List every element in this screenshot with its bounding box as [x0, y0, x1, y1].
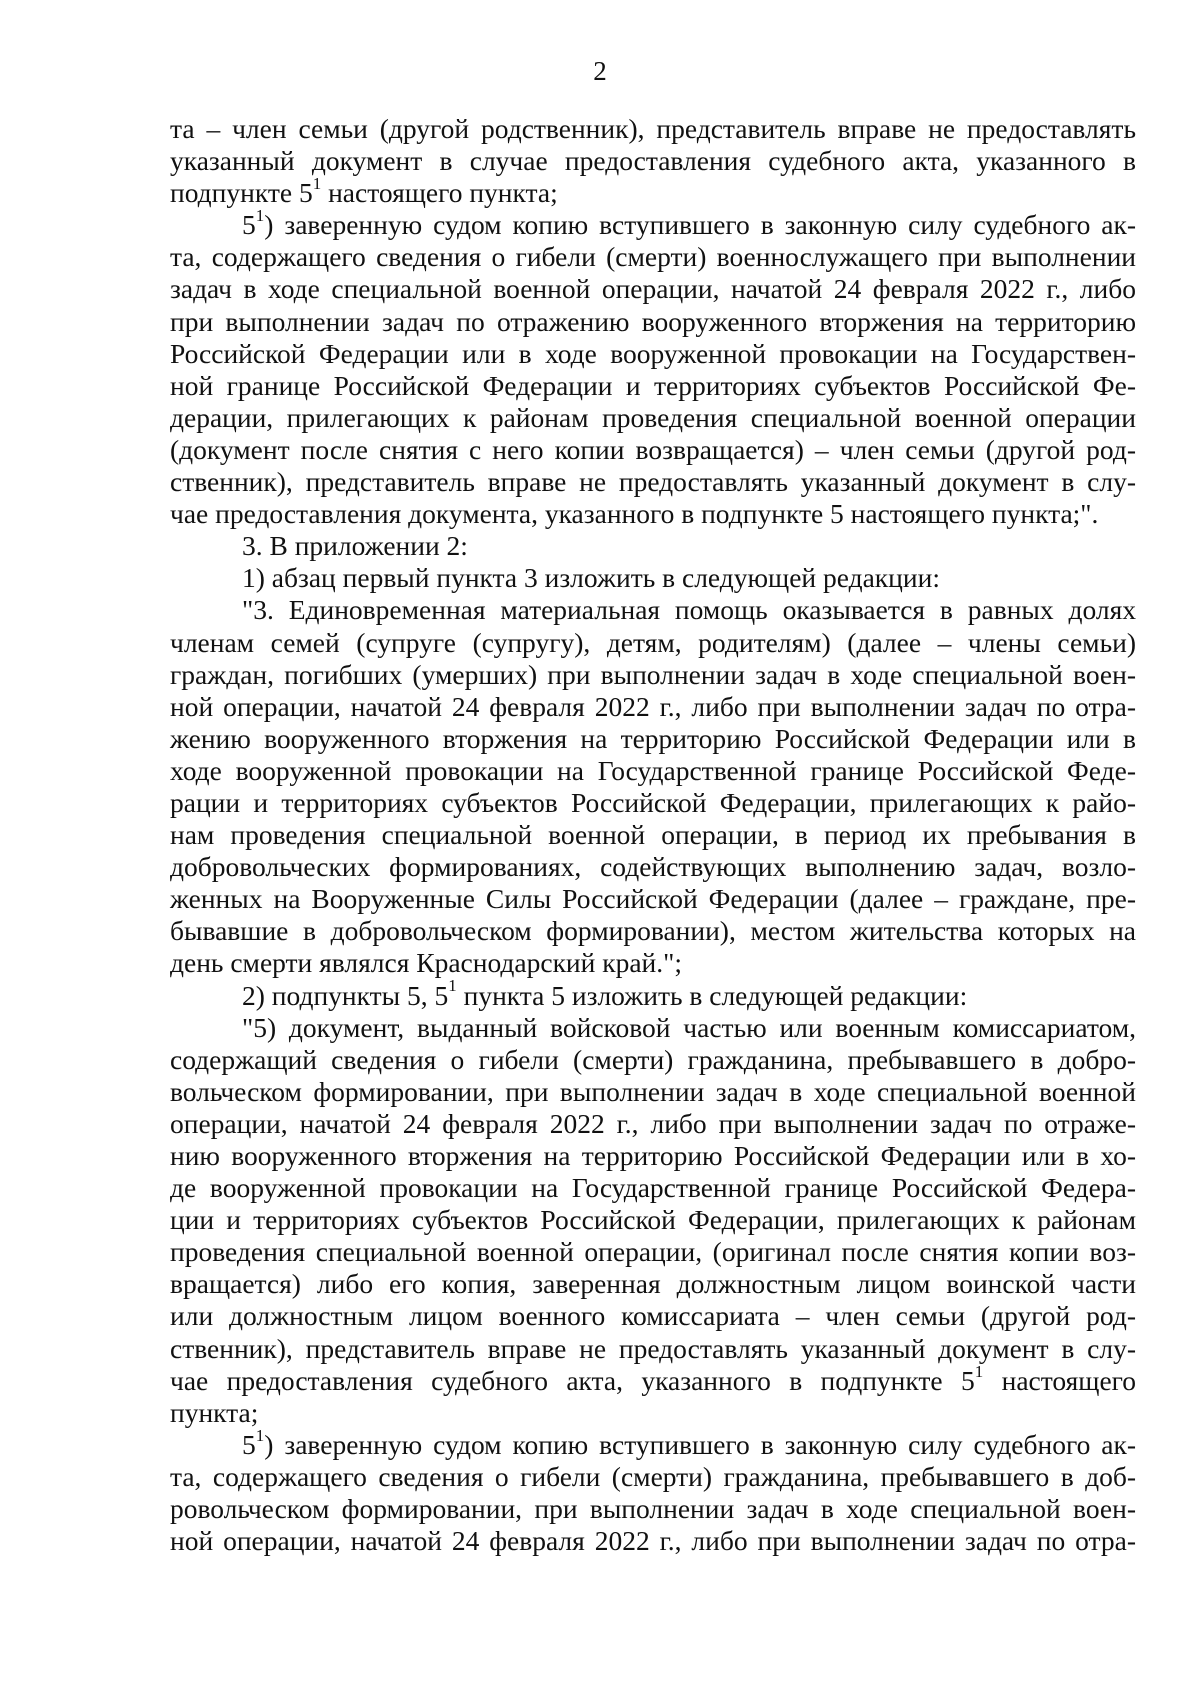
text-line: жению вооруженного вторжения на территорию Российской Федерации или в	[170, 722, 1136, 754]
text-line: ной операции, начатой 24 февраля 2022 г., либо при выполнении задач по отра-	[170, 690, 1136, 722]
text-line: 2) подпункты 5, $5^1$ пункта 5 изложить в следующей редакции:	[242, 976, 968, 1011]
page-number: 2	[593, 56, 607, 86]
text-line: "3. Единовременная материальная помощь оказывается в равных долях	[242, 594, 1136, 626]
text-line: $5^1$) заверенную судом копию вступившего в законную силу судебного ак-	[242, 1425, 1136, 1460]
text-line: вольческом формировании, при выполнении задач в ходе специальной военной	[170, 1075, 1136, 1107]
text-line: день смерти являлся Краснодарский край.";	[170, 947, 683, 979]
text-line: пункта;	[170, 1396, 259, 1428]
text-line: та, содержащего сведения о гибели (смерти) военнослужащего при выполнении	[170, 241, 1136, 273]
text-line: "5) документ, выданный войсковой частью или военным комиссариатом,	[242, 1011, 1136, 1043]
text-line: проведения специальной военной операции, (оригинал после снятия копии воз-	[170, 1236, 1136, 1268]
text-line: содержащий сведения о гибели (смерти) гражданина, пребывавшего в добро-	[170, 1043, 1136, 1075]
text-line: подпункте $5^1$ настоящего пункта;	[170, 174, 558, 209]
text-line: 3. В приложении 2:	[242, 530, 468, 562]
text-line: женных на Вооруженные Силы Российской Федерации (далее – граждане, пре-	[170, 883, 1136, 915]
text-line: та – член семьи (другой родственник), представитель вправе не предоставлять	[170, 113, 1136, 144]
text-line: ходе вооруженной провокации на Государственной границе Российской Феде-	[170, 754, 1136, 786]
text-line: чае предоставления судебного акта, указанного в подпункте $5^1$ настоящего	[170, 1361, 1136, 1396]
text-line: ции и территориях субъектов Российской Федерации, прилегающих к районам	[170, 1204, 1136, 1236]
text-line: рации и территориях субъектов Российской Федерации, прилегающих к райо-	[170, 786, 1136, 818]
text-line: (документ после снятия с него копии возвращается) – член семьи (другой род-	[170, 433, 1136, 465]
document-body	[170, 113, 1136, 1557]
text-line: членам семей (супруге (супругу), детям, родителям) (далее – члены семьи)	[170, 626, 1136, 658]
text-line: вращается) либо его копия, заверенная должностным лицом воинской части	[170, 1268, 1136, 1300]
text-line: указанный документ в случае предоставления судебного акта, указанного в	[170, 145, 1136, 177]
text-line: при выполнении задач по отражению вооруженного вторжения на территорию	[170, 305, 1136, 337]
text-line: чае предоставления документа, указанного в подпункте 5 настоящего пункта;".	[170, 498, 1099, 530]
text-line: $5^1$) заверенную судом копию вступившего в законную силу судебного ак-	[242, 206, 1136, 241]
text-line: нам проведения специальной военной операции, в период их пребывания в	[170, 819, 1136, 851]
text-line: или должностным лицом военного комиссариата – член семьи (другой род-	[170, 1300, 1136, 1332]
text-line: граждан, погибших (умерших) при выполнении задач в ходе специальной воен-	[170, 658, 1136, 690]
text-line: 1) абзац первый пункта 3 изложить в следующей редакции:	[242, 562, 940, 594]
text-line: добровольческих формированиях, содействующих выполнению задач, возло-	[170, 851, 1136, 883]
text-line: ственник), представитель вправе не предоставлять указанный документ в слу-	[170, 466, 1136, 498]
text-line: задач в ходе специальной военной операции, начатой 24 февраля 2022 г., либо	[170, 273, 1136, 305]
text-line: ственник), представитель вправе не предоставлять указанный документ в слу-	[170, 1332, 1136, 1364]
text-line: ной границе Российской Федерации и территориях субъектов Российской Фе-	[170, 369, 1136, 401]
text-line: ной операции, начатой 24 февраля 2022 г., либо при выполнении задач по отра-	[170, 1525, 1136, 1557]
text-line: ровольческом формировании, при выполнении задач в ходе специальной воен-	[170, 1493, 1136, 1525]
text-line: Российской Федерации или в ходе вооруженной провокации на Государствен-	[170, 337, 1136, 369]
text-line: де вооруженной провокации на Государственной границе Российской Федера-	[170, 1172, 1136, 1204]
text-line: операции, начатой 24 февраля 2022 г., либо при выполнении задач по отраже-	[170, 1107, 1136, 1139]
text-line: бывавшие в добровольческом формировании), местом жительства которых на	[170, 915, 1136, 947]
text-line: та, содержащего сведения о гибели (смерти) гражданина, пребывавшего в доб-	[170, 1460, 1136, 1492]
text-line: нию вооруженного вторжения на территорию Российской Федерации или в хо-	[170, 1140, 1136, 1171]
text-line: дерации, прилегающих к районам проведения специальной военной операции	[170, 401, 1136, 433]
